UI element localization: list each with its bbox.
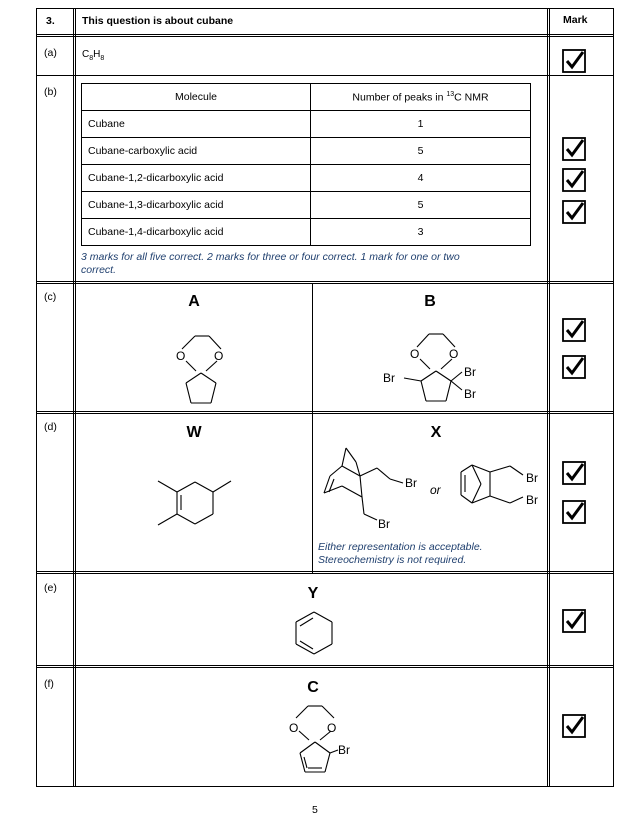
structure-label-x: X xyxy=(430,424,442,441)
part-b-label: (b) xyxy=(44,86,57,98)
mark-column-header: Mark xyxy=(563,14,588,26)
svg-text:O: O xyxy=(327,721,337,735)
svg-text:Br: Br xyxy=(464,365,476,379)
part-e-label: (e) xyxy=(44,582,57,594)
tick-box-icon xyxy=(562,500,586,524)
cell-molecule: Cubane xyxy=(82,111,311,138)
structure-label-w: W xyxy=(186,424,202,441)
part-a-label: (a) xyxy=(44,47,57,59)
tick-box-icon xyxy=(562,137,586,161)
header-molecule: Molecule xyxy=(82,84,311,111)
structure-label-a: A xyxy=(188,293,200,310)
marking-note-line2: correct. xyxy=(81,264,117,276)
tick-box-icon xyxy=(562,49,586,73)
cell-molecule: Cubane-1,3-dicarboxylic acid xyxy=(82,192,311,219)
cell-peaks: 5 xyxy=(311,192,531,219)
svg-text:O: O xyxy=(449,347,459,361)
cell-peaks: 1 xyxy=(311,111,531,138)
cell-molecule: Cubane-1,2-dicarboxylic acid xyxy=(82,165,311,192)
tick-box-icon xyxy=(562,609,586,633)
cell-peaks: 4 xyxy=(311,165,531,192)
svg-text:Br: Br xyxy=(526,471,538,485)
part-a-answer: $C_8H_8$ xyxy=(82,49,105,62)
svg-text:Br: Br xyxy=(338,743,350,757)
svg-text:O: O xyxy=(214,349,224,363)
tick-box-icon xyxy=(562,168,586,192)
tick-box-icon xyxy=(562,714,586,738)
header-peaks: Number of peaks in $^{13}$C NMR xyxy=(311,84,531,111)
representation-note-line1: Either representation is acceptable. xyxy=(318,541,483,553)
part-c-label: (c) xyxy=(44,291,57,303)
svg-text:O: O xyxy=(176,349,186,363)
page-number: 5 xyxy=(312,804,318,816)
svg-text:O: O xyxy=(410,347,420,361)
svg-text:Br: Br xyxy=(405,476,417,490)
part-d-label: (d) xyxy=(44,421,57,433)
or-connector: or xyxy=(430,483,441,497)
svg-text:Br: Br xyxy=(526,493,538,507)
tick-box-icon xyxy=(562,318,586,342)
tick-box-icon xyxy=(562,461,586,485)
tick-box-icon xyxy=(562,200,586,224)
structure-label-b: B xyxy=(424,293,436,310)
cell-molecule: Cubane-1,4-dicarboxylic acid xyxy=(82,219,311,246)
cell-peaks: 3 xyxy=(311,219,531,246)
question-number: 3. xyxy=(46,15,55,27)
svg-text:Br: Br xyxy=(378,517,390,531)
cell-molecule: Cubane-carboxylic acid xyxy=(82,138,311,165)
marking-note-line1: 3 marks for all five correct. 2 marks for three or four correct. 1 mark for one or two xyxy=(81,251,460,263)
part-f-label: (f) xyxy=(44,678,54,690)
representation-note-line2: Stereochemistry is not required. xyxy=(318,554,467,566)
svg-text:O: O xyxy=(289,721,299,735)
structure-label-y: Y xyxy=(307,585,319,602)
cell-peaks: 5 xyxy=(311,138,531,165)
svg-text:Br: Br xyxy=(383,371,395,385)
tick-box-icon xyxy=(562,355,586,379)
structure-label-c: C xyxy=(307,679,319,696)
question-title: This question is about cubane xyxy=(82,15,234,27)
svg-text:Br: Br xyxy=(464,387,476,401)
